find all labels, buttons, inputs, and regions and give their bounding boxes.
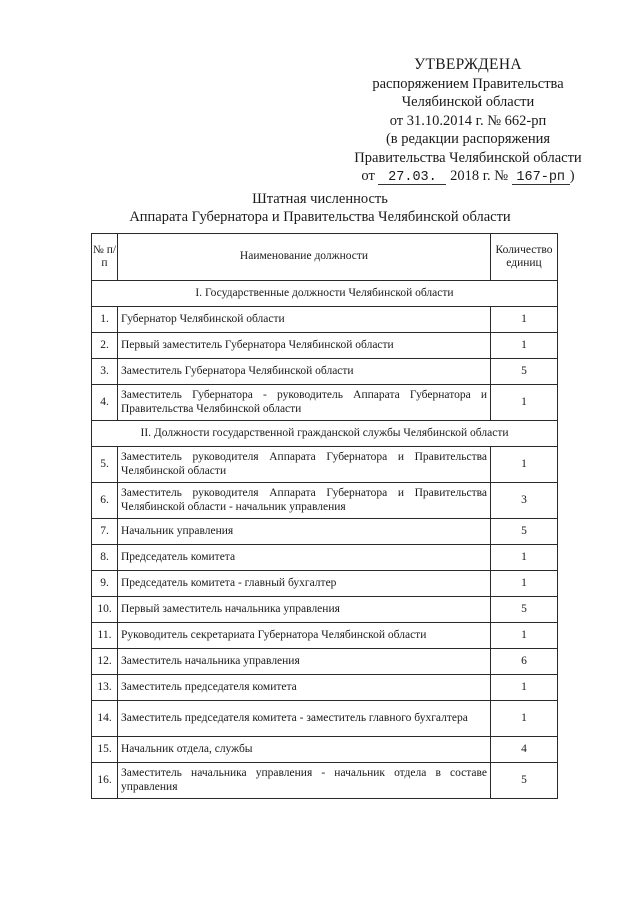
table-row	[92, 333, 558, 359]
row-number: 2.	[92, 333, 118, 359]
position-name: Председатель комитета	[118, 545, 491, 571]
position-name: Первый заместитель Губернатора Челябинской области	[118, 333, 491, 359]
table-row	[92, 359, 558, 385]
section-title: II. Должности государственной гражданской службы Челябинской области	[92, 421, 558, 447]
position-name: Заместитель руководителя Аппарата Губернатора и Правительства Челябинской области	[118, 447, 491, 483]
header-quantity: Количество единиц	[491, 234, 558, 281]
row-number: 9.	[92, 571, 118, 597]
table-header-row	[92, 234, 558, 281]
handwritten-number: 167-рп	[512, 171, 570, 185]
row-number: 7.	[92, 519, 118, 545]
position-count: 5	[491, 359, 558, 385]
position-count: 4	[491, 737, 558, 763]
table-row	[92, 701, 558, 737]
row-number: 3.	[92, 359, 118, 385]
approval-line-5: Правительства Челябинской области	[354, 149, 582, 166]
document-title: Штатная численность	[252, 191, 388, 207]
handwritten-date: 27.03.	[378, 171, 446, 185]
position-count: 3	[491, 483, 558, 519]
position-count: 1	[491, 333, 558, 359]
table-row	[92, 447, 558, 483]
approval-line-4: (в редакции распоряжения	[385, 131, 551, 147]
approval-year: 2018 г. №	[450, 168, 509, 184]
row-number: 12.	[92, 649, 118, 675]
approval-line-1: распоряжением Правительства	[372, 75, 564, 92]
table-row	[92, 385, 558, 421]
position-name: Губернатор Челябинской области	[118, 307, 491, 333]
position-count: 1	[491, 385, 558, 421]
position-count: 5	[491, 519, 558, 545]
row-number: 10.	[92, 597, 118, 623]
approval-date-line	[330, 167, 606, 186]
table-row	[92, 307, 558, 333]
position-name: Заместитель начальника управления - начальник отдела в составе управления	[118, 763, 491, 799]
section-row	[92, 281, 558, 307]
position-name: Начальник управления	[118, 519, 491, 545]
row-number: 15.	[92, 737, 118, 763]
position-count: 1	[491, 545, 558, 571]
table-row	[92, 763, 558, 799]
position-name: Первый заместитель начальника управления	[118, 597, 491, 623]
header-number: № п/п	[92, 234, 118, 281]
position-name: Заместитель Губернатора - руководитель Аппарата Губернатора и Правительства Челябинской области	[118, 385, 491, 421]
table-row	[92, 571, 558, 597]
staff-table	[91, 233, 558, 799]
table-row	[92, 545, 558, 571]
table-row	[92, 675, 558, 701]
position-count: 1	[491, 447, 558, 483]
header-position-name: Наименование должности	[118, 234, 491, 281]
table-row	[92, 597, 558, 623]
position-name: Руководитель секретариата Губернатора Челябинской области	[118, 623, 491, 649]
position-count: 5	[491, 597, 558, 623]
row-number: 4.	[92, 385, 118, 421]
section-title: I. Государственные должности Челябинской области	[92, 281, 558, 307]
approval-block	[330, 56, 606, 186]
position-count: 1	[491, 623, 558, 649]
section-row	[92, 421, 558, 447]
row-number: 16.	[92, 763, 118, 799]
row-number: 8.	[92, 545, 118, 571]
position-name: Начальник отдела, службы	[118, 737, 491, 763]
position-count: 1	[491, 701, 558, 737]
position-count: 6	[491, 649, 558, 675]
position-name: Заместитель начальника управления	[118, 649, 491, 675]
position-count: 1	[491, 571, 558, 597]
row-number: 5.	[92, 447, 118, 483]
table-row	[92, 623, 558, 649]
position-count: 5	[491, 763, 558, 799]
position-name: Заместитель председателя комитета - заместитель главного бухгалтера	[118, 701, 491, 737]
position-name: Заместитель руководителя Аппарата Губернатора и Правительства Челябинской области - начальник управления	[118, 483, 491, 519]
position-count: 1	[491, 675, 558, 701]
row-number: 6.	[92, 483, 118, 519]
document-subtitle: Аппарата Губернатора и Правительства Челябинской области	[129, 209, 511, 225]
row-number: 1.	[92, 307, 118, 333]
position-name: Заместитель Губернатора Челябинской области	[118, 359, 491, 385]
table-row	[92, 737, 558, 763]
approval-line-2: Челябинской области	[401, 94, 535, 110]
position-name: Заместитель председателя комитета	[118, 675, 491, 701]
approval-line-3: от 31.10.2014 г. № 662-рп	[389, 112, 547, 129]
row-number: 14.	[92, 701, 118, 737]
position-name: Председатель комитета - главный бухгалтер	[118, 571, 491, 597]
approval-date-prefix: от	[361, 168, 375, 184]
table-row	[92, 649, 558, 675]
table-row	[92, 483, 558, 519]
approval-date-suffix: )	[569, 168, 575, 184]
row-number: 13.	[92, 675, 118, 701]
approval-heading: УТВЕРЖДЕНА	[414, 56, 522, 73]
table-row	[92, 519, 558, 545]
row-number: 11.	[92, 623, 118, 649]
position-count: 1	[491, 307, 558, 333]
